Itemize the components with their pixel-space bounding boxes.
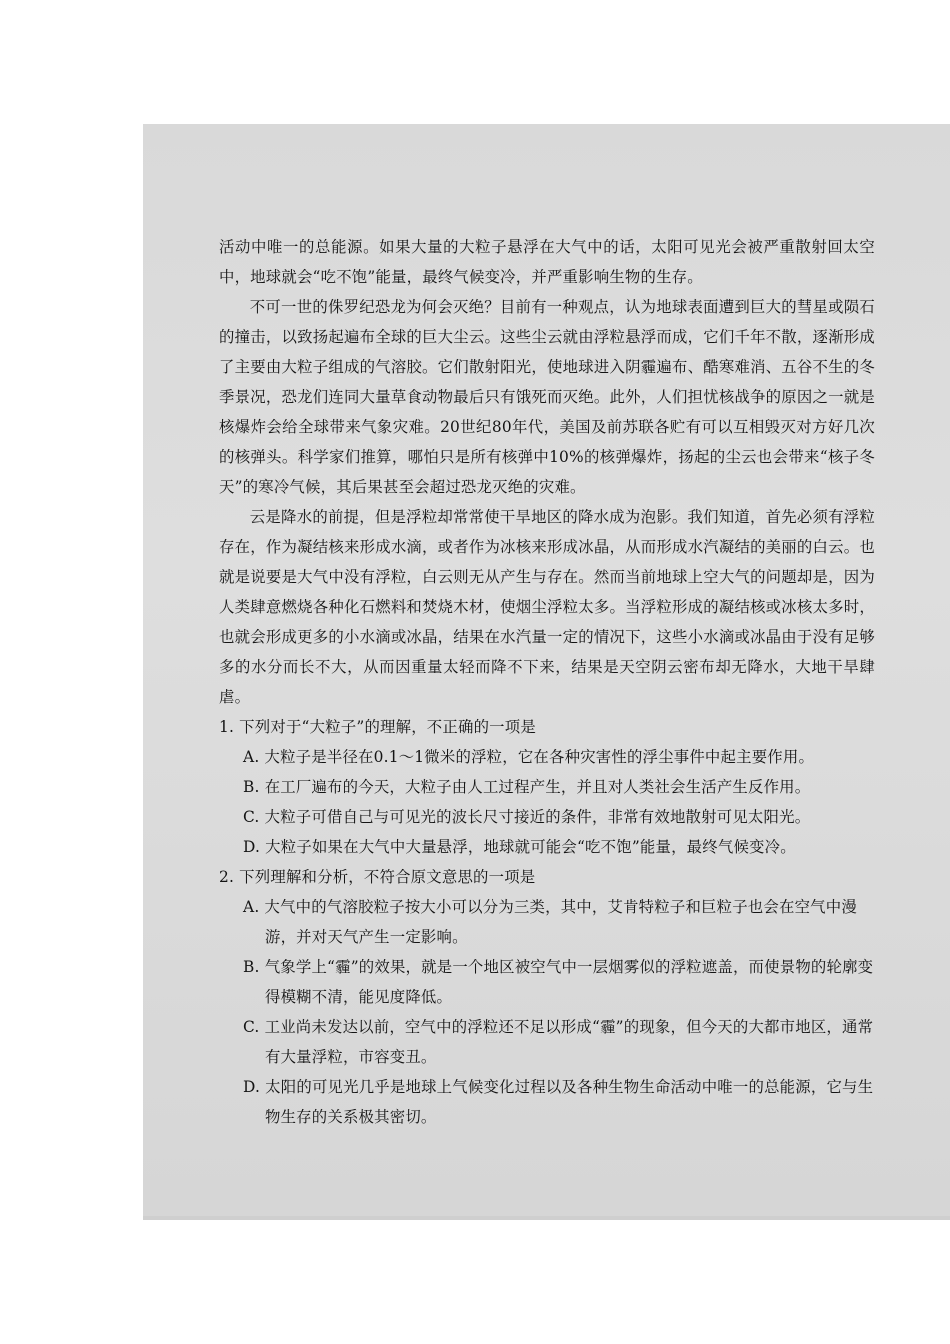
passage-paragraph-2: 不可一世的侏罗纪恐龙为何会灭绝？目前有一种观点，认为地球表面遭到巨大的彗星或陨石的撞击，以致扬起遍布全球的巨大尘云。这些尘云就由浮粒悬浮而成，它们千年不散，逐渐形成了主要由大粒子组成的气溶胶。它们散射阳光，使地球进入阴霾遍布、酷寒难消、五谷不生的冬季景况，恐龙们连同大量草食动物最后只有饿死而灭绝。此外，人们担忧核战争的原因之一就是核爆炸会给全球带来气象灾难。20世纪80年代，美国及前苏联各贮有可以互相毁灭对方好几次的核弹头。科学家们推算，哪怕只是所有核弹中10%的核弹爆炸，扬起的尘云也会带来“核子冬天”的寒冷气候，其后果甚至会超过恐龙灭绝的灾难。 [219,298,875,496]
question-2-option-d: D. 太阳的可见光几乎是地球上气候变化过程以及各种生物生命活动中唯一的总能源，它与生物生存的关系极其密切。 [243,1078,874,1126]
passage-paragraph-1: 活动中唯一的总能源。如果大量的大粒子悬浮在大气中的话，太阳可见光会被严重散射回太空中，地球就会“吃不饱”能量，最终气候变冷，并严重影响生物的生存。 [219,238,875,286]
question-1-option-b: B. 在工厂遍布的今天，大粒子由人工过程产生，并且对人类社会生活产生反作用。 [243,778,811,796]
question-2-option-a: A. 大气中的气溶胶粒子按大小可以分为三类，其中，艾肯特粒子和巨粒子也会在空气中漫游，并对天气产生一定影响。 [243,898,857,946]
question-1-option-c: C. 大粒子可借自己与可见光的波长尺寸接近的条件，非常有效地散射可见太阳光。 [243,808,811,826]
question-2 [219,862,875,1132]
question-1-option-a: A. 大粒子是半径在0.1～1微米的浮粒，它在各种灾害性的浮尘事件中起主要作用。 [243,748,815,766]
question-2-stem: 2. 下列理解和分析，不符合原文意思的一项是 [219,868,536,886]
question-1-option-d: D. 大粒子如果在大气中大量悬浮，地球就可能会“吃不饱”能量，最终气候变冷。 [243,838,796,856]
question-2-option-c: C. 工业尚未发达以前，空气中的浮粒还不足以形成“霾”的现象，但今天的大都市地区，通常有大量浮粒，市容变丑。 [243,1018,874,1066]
question-1 [219,712,875,862]
document-body [219,232,875,1132]
scanned-page [143,124,950,1220]
page-bottom-edge [143,1216,950,1220]
question-2-option-b: B. 气象学上“霾”的效果，就是一个地区被空气中一层烟雾似的浮粒遮盖，而使景物的轮廓变得模糊不清，能见度降低。 [243,958,874,1006]
passage-paragraph-3: 云是降水的前提，但是浮粒却常常使干旱地区的降水成为泡影。我们知道，首先必须有浮粒存在，作为凝结核来形成水滴，或者作为冰核来形成冰晶，从而形成水汽凝结的美丽的白云。也就是说要是大气中没有浮粒，白云则无从产生与存在。然而当前地球上空大气的问题却是，因为人类肆意燃烧各种化石燃料和焚烧木材，使烟尘浮粒太多。当浮粒形成的凝结核或冰核太多时，也就会形成更多的小水滴或冰晶，结果在水汽量一定的情况下，这些小水滴或冰晶由于没有足够多的水分而长不大，从而因重量太轻而降不下来，结果是天空阴云密布却无降水，大地干旱肆虐。 [219,508,875,706]
question-1-stem: 1. 下列对于“大粒子”的理解，不正确的一项是 [219,718,536,736]
